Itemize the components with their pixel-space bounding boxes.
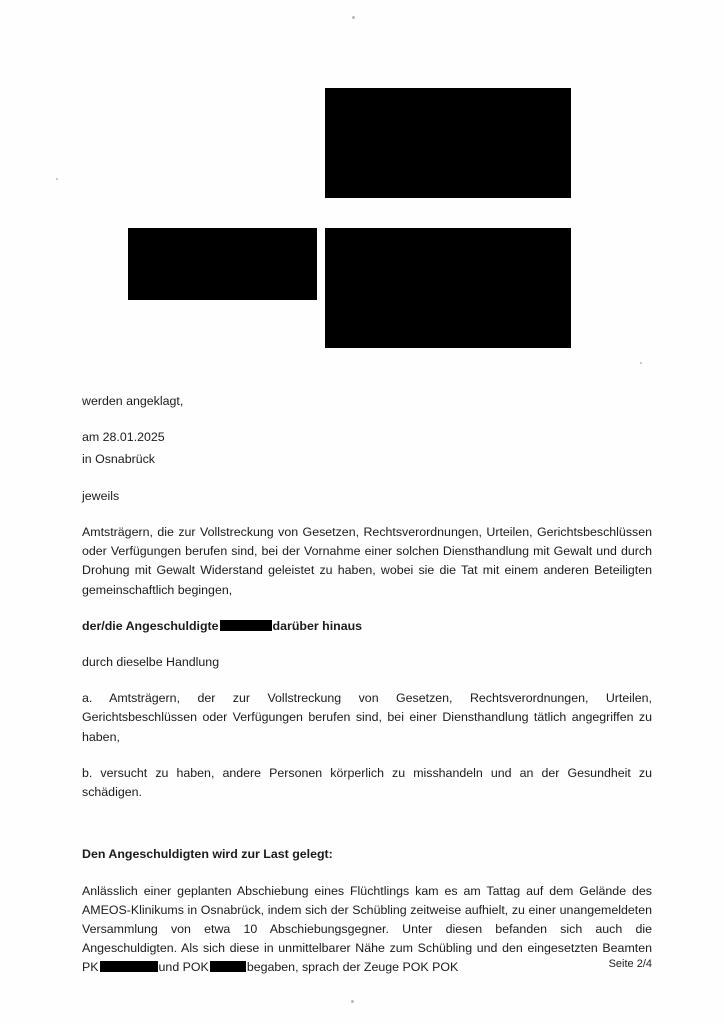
redaction-inline-officer-2: [210, 961, 246, 972]
page-footer: Seite 2/4: [608, 958, 652, 970]
each-line: jeweils: [82, 488, 120, 503]
redaction-block-3: [325, 228, 571, 348]
allegation-heading: Den Angeschuldigten wird zur Last gelegt:: [82, 847, 333, 862]
spacer: [82, 819, 652, 845]
narrative-part-2: und POK: [158, 960, 209, 975]
redaction-inline-name: [220, 620, 272, 631]
narrative-part-3: begaben, sprach der Zeuge POK POK: [246, 960, 459, 975]
scan-speck: [351, 1000, 354, 1003]
accused-line: [82, 617, 652, 636]
redaction-block-1: [325, 88, 571, 198]
scan-speck: [640, 362, 642, 364]
offense-item-b: b. versucht zu haben, andere Personen körperlich zu misshandeln und an der Gesundheit zu schädigen.: [82, 765, 652, 800]
narrative-paragraph: [82, 882, 652, 978]
redaction-inline-officer-1: [100, 961, 158, 972]
accused-suffix: darüber hinaus: [272, 618, 363, 633]
redaction-block-2: [128, 228, 317, 300]
place-line: in Osnabrück: [82, 452, 156, 467]
same-act-line: durch dieselbe Handlung: [82, 654, 220, 669]
charged-line: werden angeklagt,: [82, 394, 184, 408]
offense-item-a: a. Amtsträgern, der zur Vollstreckung von Gesetzen, Rechtsverordnungen, Urteilen, Gerichtsbeschlüssen oder Verfügungen berufen sind, bei einer Diensthandlung tätlich angegriffen zu haben,: [82, 691, 652, 744]
document-body: [82, 392, 652, 978]
offense-main-paragraph: Amtsträgern, die zur Vollstreckung von Gesetzen, Rechtsverordnungen, Urteilen, Gerichtsbeschlüssen oder Verfügungen berufen sind, bei der Vornahme einer solchen Diensthandlung mit Gewalt und durch Drohung mit Gewalt Widerstand geleistet zu haben, wobei sie die Tat mit einem anderen Beteiligten gemeinschaftlich begingen,: [82, 524, 652, 597]
scan-speck: [352, 16, 355, 19]
narrative-part-1: Anlässlich einer geplanten Abschiebung eines Flüchtlings kam es am Tattag auf dem Gelände des AMEOS-Klinikums in Osnabrück, indem sich der Schübling zeitweise aufhielt, zu einer unangemeldeten Versammlung von etwa 10 Abschiebungsgegner. Unter diesen befanden sich auch die Angeschuldigten. Als sich diese in unmittelbarer Nähe zum Schübling und den eingesetzten Beamten PK: [82, 883, 652, 975]
scan-speck: [56, 178, 58, 180]
date-line: am 28.01.2025: [82, 430, 165, 445]
accused-prefix: der/die Angeschuldigte: [82, 618, 219, 633]
